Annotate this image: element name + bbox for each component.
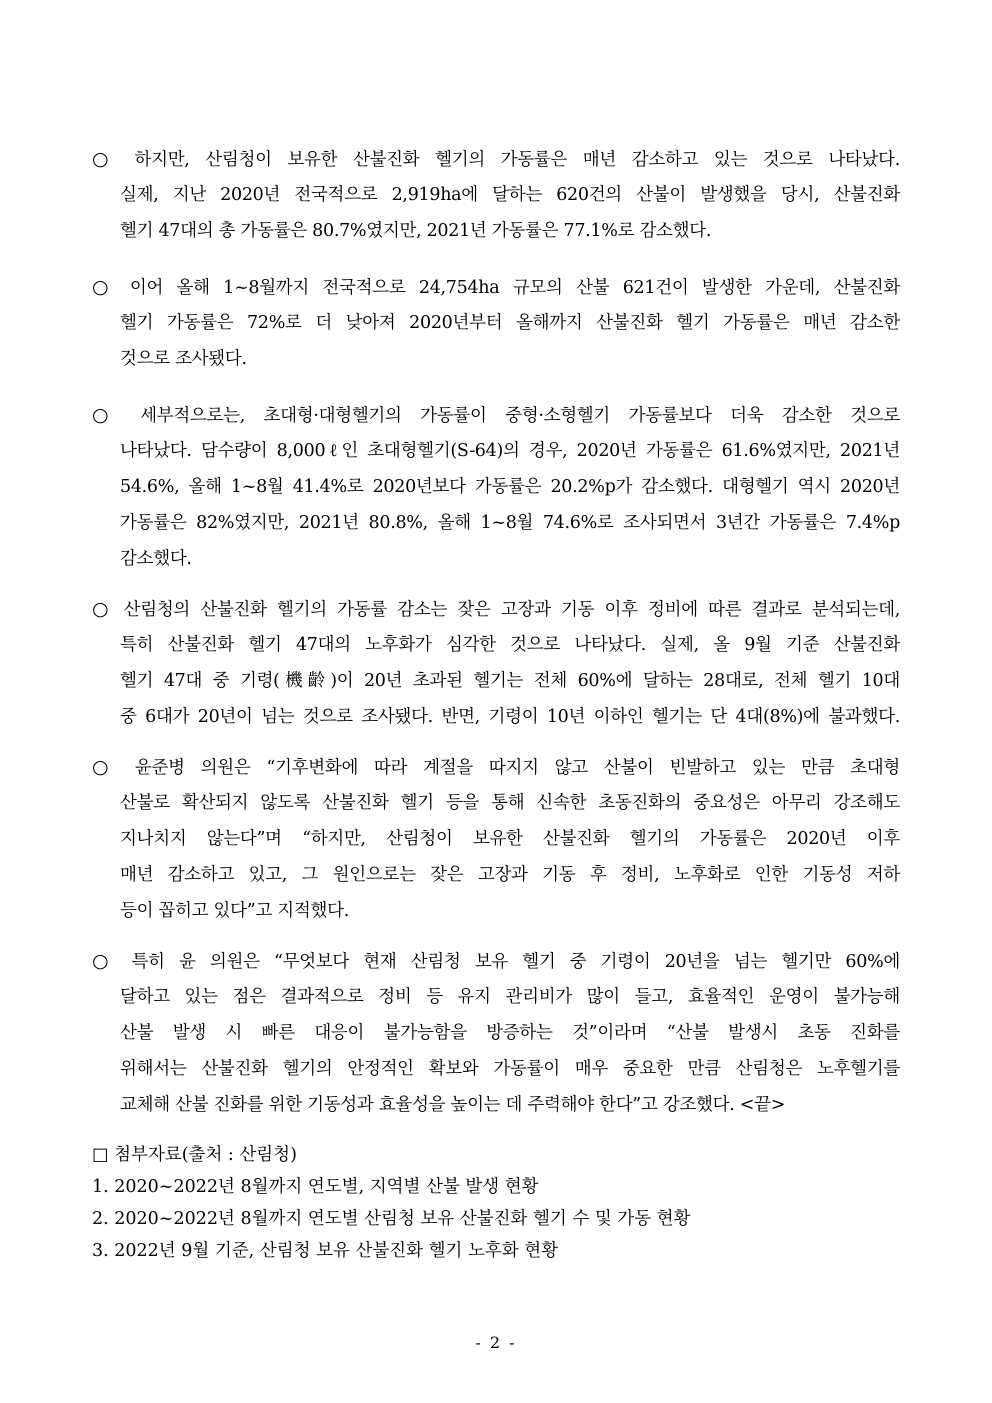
- attachment-item: 3. 2022년 9월 기준, 산림청 보유 산불진화 헬기 노후화 현황: [92, 1241, 559, 1261]
- paragraph-line: 산불로 확산되지 않도록 산불진화 헬기 등을 통해 신속한 초동진화의 중요성은 아무리 강조해도: [120, 793, 900, 813]
- paragraph-line: ○ 이어 올해 1~8월까지 전국적으로 24,754ha 규모의 산불 621건이 발생한 가운데, 산불진화: [92, 276, 901, 298]
- paragraph-line: ○ 윤준병 의원은 “기후변화에 따라 계절을 따지지 않고 산불이 빈발하고 있는 만큼 초대형: [92, 756, 900, 778]
- page-number: - 2 -: [475, 1333, 517, 1352]
- paragraph-line: 헬기 가동률은 72%로 더 낮아져 2020년부터 올해까지 산불진화 헬기 가동률은 매년 감소한: [120, 313, 900, 333]
- paragraph-line: ○ 하지만, 산림청이 보유한 산불진화 헬기의 가동률은 매년 감소하고 있는 것으로 나타났다.: [92, 148, 901, 170]
- bullet-circle-icon: ○: [92, 276, 117, 298]
- attachment-item: 2. 2020~2022년 8월까지 연도별 산림청 보유 산불진화 헬기 수 및 가동 현황: [92, 1209, 691, 1229]
- paragraph-line: 가동률은 82%였지만, 2021년 80.8%, 올해 1~8월 74.6%로 조사되면서 3년간 가동률은 7.4%p: [120, 513, 900, 533]
- bullet-circle-icon: ○: [92, 756, 119, 778]
- bullet-circle-icon: ○: [92, 148, 119, 170]
- paragraph-line: 등이 꼽히고 있다”고 지적했다.: [120, 901, 349, 921]
- attachments-heading: □ 첨부자료(출처 : 산림청): [92, 1145, 297, 1165]
- paragraph-line: 달하고 있는 점은 결과적으로 정비 등 유지 관리비가 많이 들고, 효율적인 운영이 불가능해: [120, 987, 900, 1007]
- attachment-item: 1. 2020~2022년 8월까지 연도별, 지역별 산불 발생 현황: [92, 1177, 539, 1197]
- paragraph-line: 헬기 47대 중 기령(機齡)이 20년 초과된 헬기는 전체 60%에 달하는 28대로, 전체 헬기 10대: [120, 671, 900, 691]
- paragraph-line: 교체해 산불 진화를 위한 기동성과 효율성을 높이는 데 주력해야 한다”고 강조했다. <끝>: [120, 1095, 786, 1115]
- paragraph-line: 54.6%, 올해 1~8월 41.4%로 2020년보다 가동률은 20.2%p가 감소했다. 대형헬기 역시 2020년: [120, 477, 900, 497]
- paragraph-line: 실제, 지난 2020년 전국적으로 2,919ha에 달하는 620건의 산불이 발생했을 당시, 산불진화: [120, 185, 900, 205]
- bullet-circle-icon: ○: [92, 404, 122, 426]
- paragraph-line: ○ 특히 윤 의원은 “무엇보다 현재 산림청 보유 헬기 중 기령이 20년을 넘는 헬기만 60%에: [92, 950, 900, 972]
- bullet-circle-icon: ○: [92, 950, 118, 972]
- paragraph-line: 헬기 47대의 총 가동률은 80.7%였지만, 2021년 가동률은 77.1%로 감소했다.: [120, 221, 712, 241]
- bullet-circle-icon: ○: [92, 598, 114, 620]
- paragraph-line: 특히 산불진화 헬기 47대의 노후화가 심각한 것으로 나타났다. 실제, 올 9월 기준 산불진화: [120, 635, 900, 655]
- paragraph-line: 중 6대가 20년이 넘는 것으로 조사됐다. 반면, 기령이 10년 이하인 헬기는 단 4대(8%)에 불과했다.: [120, 707, 900, 727]
- paragraph-line: 산불 발생 시 빠른 대응이 불가능함을 방증하는 것”이라며 “산불 발생시 초동 진화를: [120, 1023, 900, 1043]
- paragraph-line: 매년 감소하고 있고, 그 원인으로는 잦은 고장과 기동 후 정비, 노후화로 인한 기동성 저하: [120, 865, 900, 885]
- paragraph-line: 위해서는 산불진화 헬기의 안정적인 확보와 가동률이 매우 중요한 만큼 산림청은 노후헬기를: [120, 1059, 900, 1079]
- paragraph-line: 나타났다. 담수량이 8,000ℓ인 초대형헬기(S-64)의 경우, 2020년 가동률은 61.6%였지만, 2021년: [120, 441, 900, 461]
- paragraph-line: ○ 세부적으로는, 초대형·대형헬기의 가동률이 중형·소형헬기 가동률보다 더욱 감소한 것으로: [92, 404, 901, 426]
- paragraph-line: 것으로 조사됐다.: [120, 349, 247, 369]
- paragraph-line: 지나치지 않는다”며 “하지만, 산림청이 보유한 산불진화 헬기의 가동률은 2020년 이후: [120, 829, 900, 849]
- paragraph-line: ○ 산림청의 산불진화 헬기의 가동률 감소는 잦은 고장과 기동 이후 정비에 따른 결과로 분석되는데,: [92, 598, 900, 620]
- paragraph-line: 감소했다.: [120, 549, 192, 569]
